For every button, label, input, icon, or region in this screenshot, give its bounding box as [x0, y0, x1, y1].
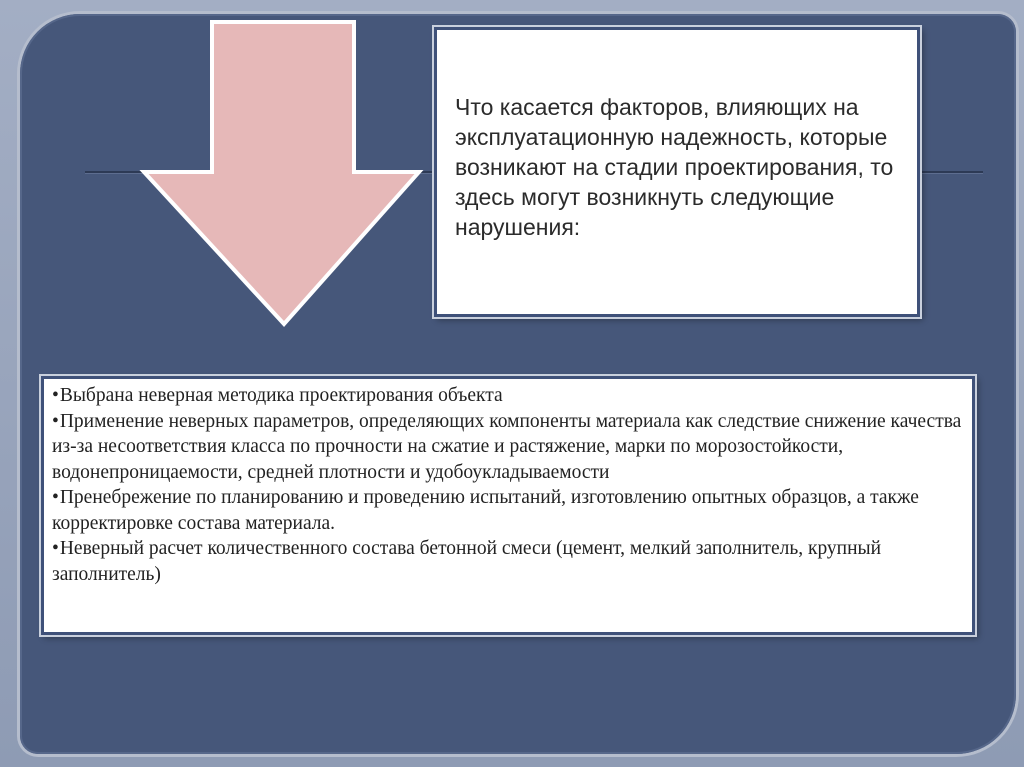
bullet-icon: • [52, 487, 59, 508]
list-item [52, 383, 962, 409]
down-arrow-shape [132, 20, 432, 330]
bullet-icon: • [52, 410, 59, 432]
intro-text-box [434, 27, 920, 317]
bullet-icon: • [52, 385, 59, 406]
intro-text: Что касается факторов, влияющих на эксплуатационную надежность, которые возникают на стадии проектирования, то здесь могут возникнуть следующие нарушения: [455, 94, 894, 240]
list-item [52, 409, 962, 486]
list-item [52, 536, 962, 587]
list-item-text: Пренебрежение по планированию и проведению испытаний, изготовлению опытных образцов, а также корректировке состава материала. [52, 487, 919, 534]
issues-list [52, 383, 962, 587]
list-item-text: Выбрана неверная методика проектирования объекта [59, 385, 503, 406]
issues-list-box [41, 376, 975, 635]
list-item-text: Неверный расчет количественного состава бетонной смеси (цемент, мелкий заполнитель, крупный заполнитель) [52, 538, 882, 585]
list-item [52, 485, 962, 536]
bullet-icon: • [52, 538, 59, 559]
list-item-text: Применение неверных параметров, определяющих компоненты материала как следствие снижение качества из-за несоответствия класса по прочности на сжатие и растяжение, марки по морозостойкости, водонепроницаемости, средней плотности и удобоукладываемости [52, 410, 962, 483]
